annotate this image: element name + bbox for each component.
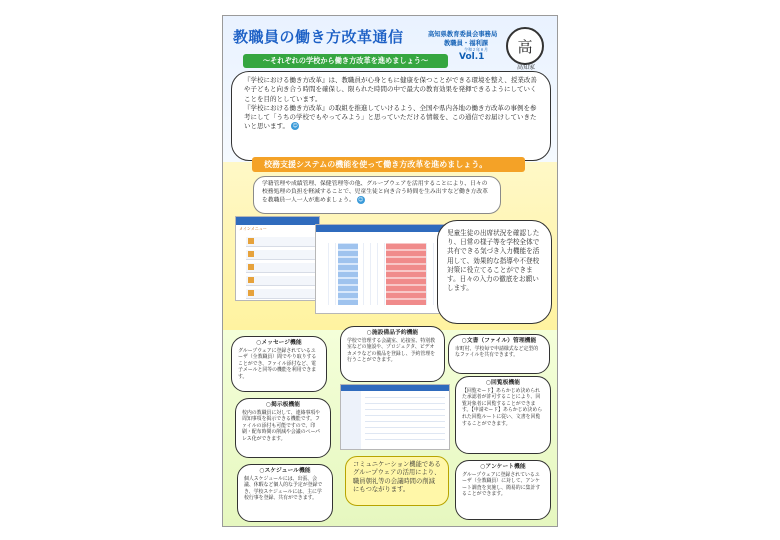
feature-text: グループウェアに登録されているユーザ（全教職員）間でやり取りすることができ、ファイル添付など、電子メールと同等の機能を利用できます。	[238, 347, 317, 380]
menu-item	[246, 250, 316, 260]
attendance-grid-screenshot	[315, 224, 445, 314]
menu-item-icon	[248, 264, 254, 270]
screenshot-titlebar	[316, 225, 444, 232]
groupware-screenshot	[340, 384, 450, 450]
feature-title: ○掲示板機能	[265, 402, 301, 408]
intro-paragraph-2: 『学校における働き方改革』の取組を推進していけるよう、全国や県内各地の働き方改革の事例を参考にして「うちの学校でもやってみよう」と思っていただける情報を、この通信でお届けしていきたいと思います。 ☺	[244, 103, 537, 131]
volume-number: Vol.1	[459, 52, 485, 62]
attendance-bubble: 児童生徒の出席状況を確認したり、日常の様子等を学校全体で共有できる気づき入力機能を活用して、効果的な指導や不登校対策に役立てることができます。日々の入力の徹底をお願いします。	[437, 220, 552, 324]
screenshot-titlebar	[236, 217, 319, 225]
screenshot-sidebar	[341, 391, 361, 449]
bulletin-feature-box	[235, 398, 331, 458]
screenshot-rows	[365, 395, 445, 445]
menu-item	[246, 289, 316, 299]
grid-red-columns	[386, 243, 426, 305]
menu-item	[246, 237, 316, 247]
feature-text: 個人スケジュールには、出張、会議、休暇など個人的な予定が登録でき、学校スケジュールには、主に学校行事を登録、共有ができます。	[244, 475, 323, 502]
menu-item-icon	[248, 277, 254, 283]
section-description: 学籍管理や成績管理、保健管理等の他、グループウェアを活用することにより、日々の校務処理の負担を軽減することで、児童生徒と向き合う時間を生み出すなど働き方改革を教職員一人一人が進めましょう。 ☺	[253, 176, 501, 214]
document-feature-box	[448, 334, 550, 374]
newsletter-title: 教職員の働き方改革通信	[233, 28, 404, 46]
feature-text: 【回覧モード】あらかじめ決められた承認者が許可することにより、回覧対象者に回覧することができます。【申請モード】あらかじめ決められた回覧ルートに従い、文書を回覧することができます。	[462, 387, 543, 427]
menu-item	[246, 263, 316, 273]
smile-icon: ☺	[358, 197, 364, 203]
kochi-seal-icon: 高	[506, 27, 544, 65]
subtitle-banner: 〜それぞれの学校から働き方改革を進めましょう〜	[243, 54, 448, 68]
seal-caption: 高知家	[516, 64, 535, 71]
feature-text: 学校で管理する会議室、応接室、特別教室などの施設や、プロジェクタ、ビデオカメラなどの備品を登録し、予約管理を行うことができます。	[347, 337, 436, 364]
intro-paragraph-1: 『学校における働き方改革』は、教職員が心身ともに健康を保つことができる環境を整え、授業改善や子どもと向き合う時間を確保し、限られた時間の中で最大の教育効果を発揮できるようにしていくことを目的としています。	[244, 76, 537, 103]
feature-title: ○回覧板機能	[485, 380, 521, 386]
menu-item-icon	[248, 290, 254, 296]
org-name: 高知県教育委員会事務局	[428, 31, 498, 38]
dept-name: 教職員・福利課	[444, 40, 489, 47]
feature-title: ○文書（ファイル）管理機能	[461, 338, 537, 344]
menu-item-icon	[248, 251, 254, 257]
section-heading: 校務支援システムの機能を使って働き方改革を進めましょう。	[252, 157, 525, 172]
feature-text: 校内の教職員に対して、連絡事項や周知事項を掲示できる機能です。ファイルの添付も可能ですので、印刷・配布時間の削減や会議のペーパレス化ができます。	[242, 409, 321, 442]
smile-icon: ☺	[292, 123, 298, 130]
feature-title: ○スケジュール機能	[259, 468, 311, 474]
intro-bubble	[231, 71, 551, 161]
facility-feature-box	[340, 326, 445, 382]
grid-blue-columns	[338, 243, 358, 305]
menu-item-icon	[248, 238, 254, 244]
feature-text: 市町村、学校毎で申請様式など定型的なファイルを共有できます。	[455, 345, 539, 359]
communication-callout: コミュニケーション機能であるグループウェアの活用により、職員朝礼等の会議時間の削減にもつながります。	[345, 456, 449, 506]
issue-date: 令和２年８月	[464, 47, 488, 52]
menu-screenshot	[235, 216, 320, 301]
message-feature-box	[231, 336, 327, 392]
survey-feature-box	[455, 460, 551, 520]
feature-title: ○アンケート機能	[480, 464, 526, 470]
menu-item	[246, 276, 316, 286]
menu-title: メインメニュー	[239, 226, 267, 231]
newsletter-page	[222, 15, 558, 527]
feature-text: グループウェアに登録されているユーザ（全教職員）に対して、アンケート調査を実施し、簡易的に集計することができます。	[462, 471, 541, 498]
feature-title: ○施設備品予約機能	[366, 330, 419, 336]
feature-title: ○メッセージ機能	[256, 340, 302, 346]
circular-feature-box	[455, 376, 551, 454]
schedule-feature-box	[237, 464, 333, 522]
